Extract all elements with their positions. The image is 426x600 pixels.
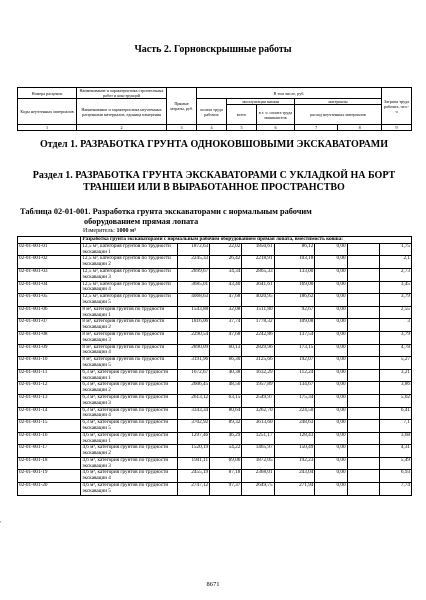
operator-wages: 192,23 (274, 457, 315, 470)
machines-total: 2829,96 (242, 344, 274, 357)
rate-code: 02-01-001-19 (18, 470, 81, 483)
table-title (20, 207, 405, 227)
rate-code: 02-01-001-11 (18, 369, 81, 382)
labor-costs: 3,68 (379, 432, 411, 445)
table-row (18, 344, 412, 357)
materials: 0,00 (315, 344, 347, 357)
machines-total: 3262,70 (242, 407, 274, 420)
operator-wages: 133,00 (274, 268, 315, 281)
wages: 80,64 (210, 407, 242, 420)
header-machines: эксплуатация машин (227, 99, 295, 105)
labor-costs: 5,27 (379, 357, 411, 370)
direct-costs: 2899,67 (177, 268, 209, 281)
table-title-line1: Таблица 02-01-001. Разработка грунта экскаваторами с нормальным рабочим (20, 207, 312, 216)
unaccounted-materials (347, 268, 379, 281)
materials: 0,00 (315, 483, 347, 496)
col-num: 7 (295, 125, 338, 131)
col-num: 9 (382, 125, 412, 131)
table-row (18, 394, 412, 407)
table-row (18, 432, 412, 445)
wages: 48,56 (210, 382, 242, 395)
col-num: 3 (167, 125, 197, 131)
header-group: В том числе, руб. (197, 88, 382, 99)
direct-costs: 1543,88 (177, 306, 209, 319)
table-row (18, 256, 412, 269)
rate-code: 02-01-001-07 (18, 319, 81, 332)
labor-costs: 7,74 (379, 483, 411, 496)
rate-description: 8 м³, категория грунтов по трудности экскавации 5 (81, 357, 178, 370)
header-code: Номера расценок (18, 88, 77, 99)
operator-wages: 128,43 (274, 432, 315, 445)
rate-description: 12,5 м³, категория грунтов по трудности экскавации 5 (81, 294, 178, 307)
table-row (18, 331, 412, 344)
materials: 0,00 (315, 319, 347, 332)
rate-description: 12,5 м³, категория грунтов по трудности экскавации 2 (81, 256, 178, 269)
machines-total: 2242,86 (242, 331, 274, 344)
materials: 0,00 (315, 281, 347, 294)
header-total: всего (227, 105, 257, 125)
unaccounted-materials (347, 306, 379, 319)
unaccounted-materials (347, 294, 379, 307)
machines-total: 3641,61 (242, 281, 274, 294)
wages: 43,40 (210, 281, 242, 294)
wages: 87,18 (210, 470, 242, 483)
operator-wages: 134,67 (274, 382, 315, 395)
rate-code: 02-01-001-10 (18, 357, 81, 370)
operator-wages: 150,49 (274, 445, 315, 458)
unaccounted-materials (347, 470, 379, 483)
operator-wages: 103,18 (274, 256, 315, 269)
wages: 34,34 (210, 268, 242, 281)
operator-wages: 137,54 (274, 331, 315, 344)
rate-code: 02-01-001-02 (18, 256, 81, 269)
materials: 0,00 (315, 420, 347, 433)
wages: 46,29 (210, 432, 242, 445)
rate-description: 4,6 м³, категория грунтов по трудности экскавации 4 (81, 470, 178, 483)
operator-wages: 175,34 (274, 394, 315, 407)
rate-code: 02-01-001-05 (18, 294, 81, 307)
direct-costs: 1941,11 (177, 457, 209, 470)
materials: 0,00 (315, 457, 347, 470)
rate-code: 02-01-001-13 (18, 394, 81, 407)
machines-total: 1465,97 (242, 445, 274, 458)
rate-code: 02-01-001-18 (18, 457, 81, 470)
machines-total: 1778,32 (242, 319, 274, 332)
rate-description: 4,6 м³, категория грунтов по трудности экскавации 3 (81, 457, 178, 470)
labor-costs: 6,41 (379, 407, 411, 420)
labor-costs: 3,79 (379, 294, 411, 307)
materials: 0,00 (315, 306, 347, 319)
col-num: 5 (227, 125, 257, 131)
table-row (18, 407, 412, 420)
machines-total: 1872,05 (242, 457, 274, 470)
machines-total: 1632,29 (242, 369, 274, 382)
unaccounted-materials (347, 394, 379, 407)
header-unaccounted: расход неучтенных материалов (295, 105, 382, 125)
col-num: 4 (197, 125, 227, 131)
rate-description: 8 м³, категория грунтов по трудности экскавации 4 (81, 344, 178, 357)
labor-costs: 2,55 (379, 306, 411, 319)
materials: 0,00 (315, 394, 347, 407)
materials: 0,00 (315, 369, 347, 382)
direct-costs: 3702,92 (177, 420, 209, 433)
header-wages: оплата труда рабочих (197, 99, 227, 125)
machines-total: 2549,97 (242, 394, 274, 407)
materials: 0,00 (315, 243, 347, 256)
wages: 89,32 (210, 420, 242, 433)
rate-description: 8 м³, категория грунтов по трудности экскавации 1 (81, 306, 178, 319)
unaccounted-materials (347, 281, 379, 294)
rate-code: 02-01-001-16 (18, 432, 81, 445)
wages: 97,37 (210, 483, 242, 496)
labor-costs: 6,93 (379, 470, 411, 483)
table-row (18, 306, 412, 319)
column-header-table (17, 87, 412, 131)
wages: 60,13 (210, 344, 242, 357)
unaccounted-materials (347, 369, 379, 382)
operator-wages: 92,67 (274, 306, 315, 319)
table-row (18, 457, 412, 470)
rate-code: 02-01-001-09 (18, 344, 81, 357)
col-num: 2 (77, 125, 167, 131)
operator-wages: 169,00 (274, 281, 315, 294)
header-name-unused: Наименование и характеристика неучтенных расценками материалов, единица измерения (77, 99, 167, 125)
materials: 0,00 (315, 382, 347, 395)
operator-wages: 86,12 (274, 243, 315, 256)
unaccounted-materials (347, 457, 379, 470)
labor-costs: 2,1 (379, 256, 411, 269)
machines-total: 4020,95 (242, 294, 274, 307)
unaccounted-materials (347, 344, 379, 357)
section-title: Отдел 1. РАЗРАБОТКА ГРУНТА ОДНОКОВШОВЫМИ ЭКСКАВАТОРАМИ (39, 139, 389, 150)
direct-costs: 1297,46 (177, 432, 209, 445)
direct-costs: 3191,96 (177, 357, 209, 370)
unaccounted-materials (347, 357, 379, 370)
rate-code: 02-01-001-12 (18, 382, 81, 395)
rate-description: 6,3 м³, категория грунтов по трудности экскавации 2 (81, 382, 178, 395)
rate-description: 4,6 м³, категория грунтов по трудности экскавации 1 (81, 432, 178, 445)
col-num: 1 (18, 125, 77, 131)
labor-costs: 3,21 (379, 369, 411, 382)
rate-code: 02-01-001-03 (18, 268, 81, 281)
unaccounted-materials (347, 445, 379, 458)
table-row (18, 369, 412, 382)
materials: 0,00 (315, 331, 347, 344)
operator-wages: 243,04 (274, 470, 315, 483)
rate-description: 4,6 м³, категория грунтов по трудности экскавации 2 (81, 445, 178, 458)
direct-costs: 3343,34 (177, 407, 209, 420)
operator-wages: 112,24 (274, 369, 315, 382)
unaccounted-materials (347, 256, 379, 269)
rate-code: 02-01-001-04 (18, 281, 81, 294)
table-row (18, 243, 412, 256)
measure-value: 1000 м³ (116, 228, 136, 234)
unaccounted-materials (347, 243, 379, 256)
labor-costs: 7,1 (379, 420, 411, 433)
machines-total: 1850,61 (242, 243, 274, 256)
direct-costs: 1816,06 (177, 319, 209, 332)
machines-total: 1251,17 (242, 432, 274, 445)
direct-costs: 2245,33 (177, 256, 209, 269)
direct-costs: 4068,63 (177, 294, 209, 307)
group-header: Разработка грунта экскаваторами с нормальным рабочим оборудованием прямая лопата, вместимость ковша: (81, 237, 412, 244)
labor-costs: 3,86 (379, 382, 411, 395)
machines-total: 2218,91 (242, 256, 274, 269)
machines-total: 1957,89 (242, 382, 274, 395)
machines-total: 2649,75 (242, 483, 274, 496)
table-row (18, 470, 412, 483)
header-materials: материалы (295, 99, 382, 105)
machines-total: 3613,60 (242, 420, 274, 433)
labor-costs: 4,78 (379, 344, 411, 357)
direct-costs: 1872,63 (177, 243, 209, 256)
operator-wages: 173,15 (274, 344, 315, 357)
direct-costs: 2613,12 (177, 394, 209, 407)
rate-code: 02-01-001-17 (18, 445, 81, 458)
wages: 69,06 (210, 457, 242, 470)
materials: 0,00 (315, 470, 347, 483)
wages: 66,30 (210, 357, 242, 370)
labor-costs: 3,79 (379, 331, 411, 344)
rate-code: 02-01-001-14 (18, 407, 81, 420)
materials: 0,00 (315, 432, 347, 445)
materials: 0,00 (315, 294, 347, 307)
rate-description: 12,5 м³, категория грунтов по трудности экскавации 4 (81, 281, 178, 294)
table-row (18, 294, 412, 307)
unaccounted-materials (347, 483, 379, 496)
unaccounted-materials (347, 382, 379, 395)
operator-wages: 192,07 (274, 357, 315, 370)
wages: 47,68 (210, 331, 242, 344)
table-row (18, 281, 412, 294)
rate-description: 6,3 м³, категория грунтов по трудности экскавации 5 (81, 420, 178, 433)
rate-code: 02-01-001-15 (18, 420, 81, 433)
col-num: 6 (257, 125, 295, 131)
rate-code: 02-01-001-20 (18, 483, 81, 496)
table-row (18, 420, 412, 433)
measure-label: Измеритель: (83, 228, 115, 234)
labor-costs: 4,31 (379, 445, 411, 458)
rate-description: 6,3 м³, категория грунтов по трудности экскавации 1 (81, 369, 178, 382)
labor-costs: 3 (379, 319, 411, 332)
wages: 54,22 (210, 445, 242, 458)
header-labor: Затраты труда рабочих, чел.-ч (382, 88, 412, 125)
direct-costs: 2290,54 (177, 331, 209, 344)
header-name: Наименование и характеристика строительных работ и конструкций (77, 88, 167, 99)
machines-total: 3125,66 (242, 357, 274, 370)
wages: 47,68 (210, 294, 242, 307)
rate-code: 02-01-001-06 (18, 306, 81, 319)
wages: 63,15 (210, 394, 242, 407)
materials: 0,00 (315, 256, 347, 269)
operator-wages: 224,50 (274, 407, 315, 420)
wages: 26,42 (210, 256, 242, 269)
rate-code: 02-01-001-01 (18, 243, 81, 256)
unaccounted-materials (347, 420, 379, 433)
table-row (18, 382, 412, 395)
unaccounted-materials (347, 319, 379, 332)
table-title-line2: оборудованием прямая лопата (84, 217, 199, 226)
rate-description: 12,5 м³, категория грунтов по трудности экскавации 1 (81, 243, 178, 256)
table-row (18, 268, 412, 281)
labor-costs: 2,73 (379, 268, 411, 281)
table-row (18, 445, 412, 458)
direct-costs: 2455,19 (177, 470, 209, 483)
header-direct-costs: Прямые затраты, руб. (167, 88, 197, 125)
operator-wages: 109,08 (274, 319, 315, 332)
header-code-unused: Коды неучтенных материалов (18, 99, 77, 125)
labor-costs: 1,75 (379, 243, 411, 256)
labor-costs: 3,45 (379, 281, 411, 294)
page-number: 8671 (206, 581, 220, 588)
rate-description: 6,3 м³, категория грунтов по трудности экскавации 4 (81, 407, 178, 420)
wages: 32,08 (210, 306, 242, 319)
table-row (18, 483, 412, 496)
materials: 0,00 (315, 407, 347, 420)
measure (83, 228, 136, 234)
direct-costs: 2747,12 (177, 483, 209, 496)
operator-wages: 248,63 (274, 420, 315, 433)
materials: 0,00 (315, 357, 347, 370)
rate-code: 02-01-001-08 (18, 331, 81, 344)
machines-total: 1511,80 (242, 306, 274, 319)
direct-costs: 1520,19 (177, 445, 209, 458)
rate-description: 6,3 м³, категория грунтов по трудности экскавации 3 (81, 394, 178, 407)
machines-total: 2368,01 (242, 470, 274, 483)
col-num: 8 (338, 125, 382, 131)
labor-costs: 5,49 (379, 457, 411, 470)
labor-costs: 5,02 (379, 394, 411, 407)
direct-costs: 1672,67 (177, 369, 209, 382)
subsection-title: Раздел 1. РАЗРАБОТКА ГРУНТА ЭКСКАВАТОРАМИ С УКЛАДКОЙ НА БОРТ ТРАНШЕИ ИЛИ В ВЫРАБОТАННОЕ ПРОСТРАНСТВО (32, 170, 396, 193)
direct-costs: 2890,09 (177, 344, 209, 357)
materials: 0,00 (315, 445, 347, 458)
part-title: Часть 2. Горновскрышные работы (134, 44, 292, 55)
header-operator-wages: в т. ч. оплата труда машинистов (257, 105, 295, 125)
unaccounted-materials (347, 432, 379, 445)
wages: 37,74 (210, 319, 242, 332)
machines-total: 2865,33 (242, 268, 274, 281)
operator-wages: 186,62 (274, 294, 315, 307)
rate-description: 12,5 м³, категория грунтов по трудности экскавации 3 (81, 268, 178, 281)
table-row (18, 319, 412, 332)
direct-costs: 3685,01 (177, 281, 209, 294)
unaccounted-materials (347, 407, 379, 420)
wages: 22,02 (210, 243, 242, 256)
rate-description: 8 м³, категория грунтов по трудности экскавации 3 (81, 331, 178, 344)
materials: 0,00 (315, 268, 347, 281)
table-row (18, 357, 412, 370)
operator-wages: 271,94 (274, 483, 315, 496)
side-watermark (0, 516, 1, 554)
rate-description: 4,6 м³, категория грунтов по трудности экскавации 5 (81, 483, 178, 496)
wages: 40,38 (210, 369, 242, 382)
unaccounted-materials (347, 331, 379, 344)
direct-costs: 2006,45 (177, 382, 209, 395)
rates-table (17, 236, 412, 496)
rate-description: 8 м³, категория грунтов по трудности экскавации 2 (81, 319, 178, 332)
